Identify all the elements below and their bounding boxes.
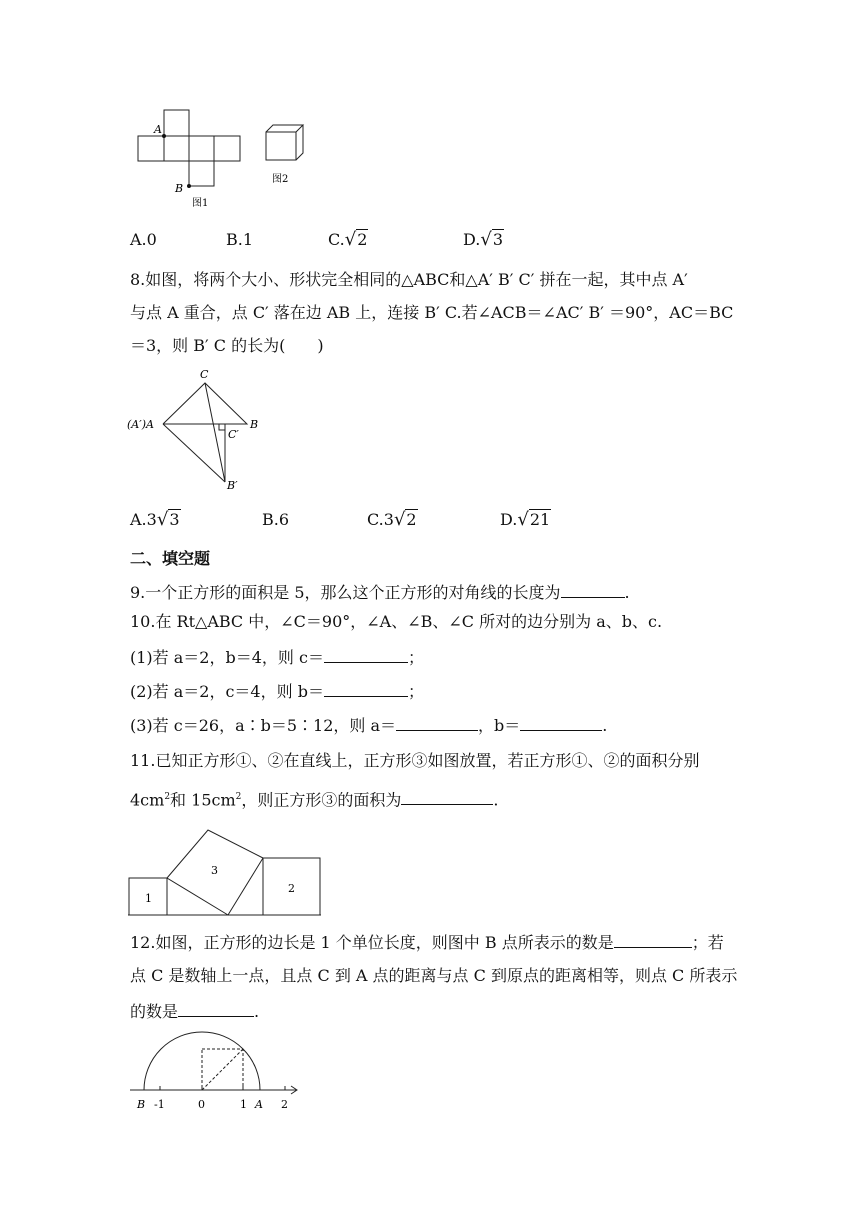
- number-line-figure: [125, 1030, 310, 1115]
- q9-text: 9.一个正方形的面积是 5，那么这个正方形的对角线的长度为: [130, 583, 561, 602]
- net-label-b: B: [175, 182, 184, 195]
- q11-text: ，则正方形③的面积为: [241, 790, 402, 810]
- q7-option-d: [463, 230, 504, 250]
- q8-option-c-label: C.3: [367, 510, 394, 529]
- q8-line1: 8.如图，将两个大小、形状完全相同的△ABC和△A′ B′ C′ 拼在一起，其中点 A′: [130, 270, 688, 289]
- q12-end: .: [254, 1002, 260, 1021]
- radicand: 2: [357, 230, 368, 249]
- superscript: 2: [235, 792, 242, 802]
- q11-end: .: [493, 790, 499, 810]
- q12-line2: 点 C 是数轴上一点，且点 C 到 A 点的距离与点 C 到原点的距离相等，则点 C 所表示: [130, 966, 738, 985]
- q12-line1: [130, 931, 724, 953]
- q12-text1-end: ；若: [691, 933, 724, 952]
- answer-blank: [324, 680, 408, 697]
- q8-option-b: B.6: [262, 510, 290, 529]
- q10-part2-text: (2)若 a＝2，c＝4，则 b＝: [130, 682, 324, 701]
- answer-blank: [401, 788, 493, 805]
- answer-blank: [396, 714, 478, 731]
- q11-line1: 11.已知正方形①、②在直线上，正方形③如图放置，若正方形①、②的面积分别: [130, 751, 700, 770]
- tick-label-0: 0: [198, 1098, 205, 1111]
- sqrt-symbol: √21: [517, 509, 551, 530]
- sqrt-symbol: √2: [393, 509, 417, 530]
- q10-part1-text: (1)若 a＝2，b＝4，则 c＝: [130, 648, 324, 667]
- answer-blank: [614, 931, 692, 948]
- q10-part3-mid: ，b＝: [478, 716, 521, 735]
- tick-label-1: 1: [240, 1098, 247, 1111]
- q7-option-a: A.0: [130, 230, 157, 249]
- answer-blank: [561, 581, 625, 598]
- fig2-caption: 图2: [272, 174, 289, 185]
- q7-option-b: B.1: [226, 230, 254, 249]
- q11-area2: 和 15cm: [170, 790, 236, 810]
- label-c-prime: C′: [228, 428, 239, 441]
- tick-label-2: 2: [281, 1098, 288, 1111]
- square-2-label: 2: [288, 882, 295, 895]
- sqrt-symbol: √3: [156, 509, 180, 530]
- radicand: 3: [169, 510, 180, 529]
- label-a-prime-a: (A′)A: [127, 418, 154, 431]
- q10-line: 10.在 Rt△ABC 中，∠C＝90°，∠A、∠B、∠C 所对的边分别为 a、b、c.: [130, 612, 663, 631]
- q10-part1-end: ；: [407, 648, 424, 667]
- q12-line3: [130, 1000, 259, 1022]
- radicand: 2: [406, 510, 417, 529]
- q10-part2-end: ；: [407, 682, 424, 701]
- q10-part3-text: (3)若 c＝26，a∶b＝5∶12，则 a＝: [130, 716, 397, 735]
- label-b: B: [250, 418, 259, 431]
- q7-option-d-label: D.: [463, 230, 481, 249]
- number-line-label-b: B: [137, 1098, 146, 1111]
- q7-option-c-label: C.: [328, 230, 345, 249]
- triangle-figure: [125, 365, 275, 495]
- q9-line: [130, 581, 630, 603]
- cube-figure: [260, 120, 320, 190]
- net-label-a: A: [154, 123, 162, 136]
- q11-area1: 4cm: [130, 790, 165, 810]
- radicand: 21: [529, 510, 551, 529]
- q10-part1: [130, 646, 424, 668]
- sqrt-symbol: √3: [480, 229, 504, 250]
- number-line-label-a: A: [255, 1098, 263, 1111]
- section-heading: 二、填空题: [130, 549, 211, 568]
- q10-part2: [130, 680, 424, 702]
- q8-option-c: [367, 510, 418, 530]
- square-3-label: 3: [211, 864, 218, 877]
- label-b-prime: B′: [227, 479, 238, 492]
- square-1-label: 1: [145, 892, 152, 905]
- q8-option-a-label: A.3: [130, 510, 157, 529]
- answer-blank: [520, 714, 602, 731]
- superscript: 2: [164, 792, 171, 802]
- q8-option-a: [130, 510, 181, 530]
- q7-option-c: [328, 230, 368, 250]
- q9-end: .: [624, 583, 630, 602]
- q8-option-d-label: D.: [500, 510, 518, 529]
- answer-blank: [324, 646, 408, 663]
- q10-part3: [130, 714, 607, 736]
- q12-text3: 的数是: [130, 1002, 179, 1021]
- q8-line3: ＝3，则 B′ C 的长为( ): [130, 336, 324, 355]
- squares-figure: [125, 815, 325, 920]
- sqrt-symbol: √2: [344, 229, 368, 250]
- label-c: C: [200, 368, 209, 381]
- q10-part3-end: .: [602, 716, 608, 735]
- q12-text1: 12.如图，正方形的边长是 1 个单位长度，则图中 B 点所表示的数是: [130, 933, 614, 952]
- q8-line2: 与点 A 重合，点 C′ 落在边 AB 上，连接 B′ C.若∠ACB＝∠AC′ B′ ＝90°，AC＝BC: [130, 303, 734, 322]
- tick-label-neg1: -1: [154, 1098, 165, 1111]
- q11-line2: [130, 787, 498, 810]
- q8-option-d: [500, 510, 551, 530]
- radicand: 3: [492, 230, 504, 249]
- fig1-caption: 图1: [192, 198, 209, 209]
- answer-blank: [178, 1000, 254, 1017]
